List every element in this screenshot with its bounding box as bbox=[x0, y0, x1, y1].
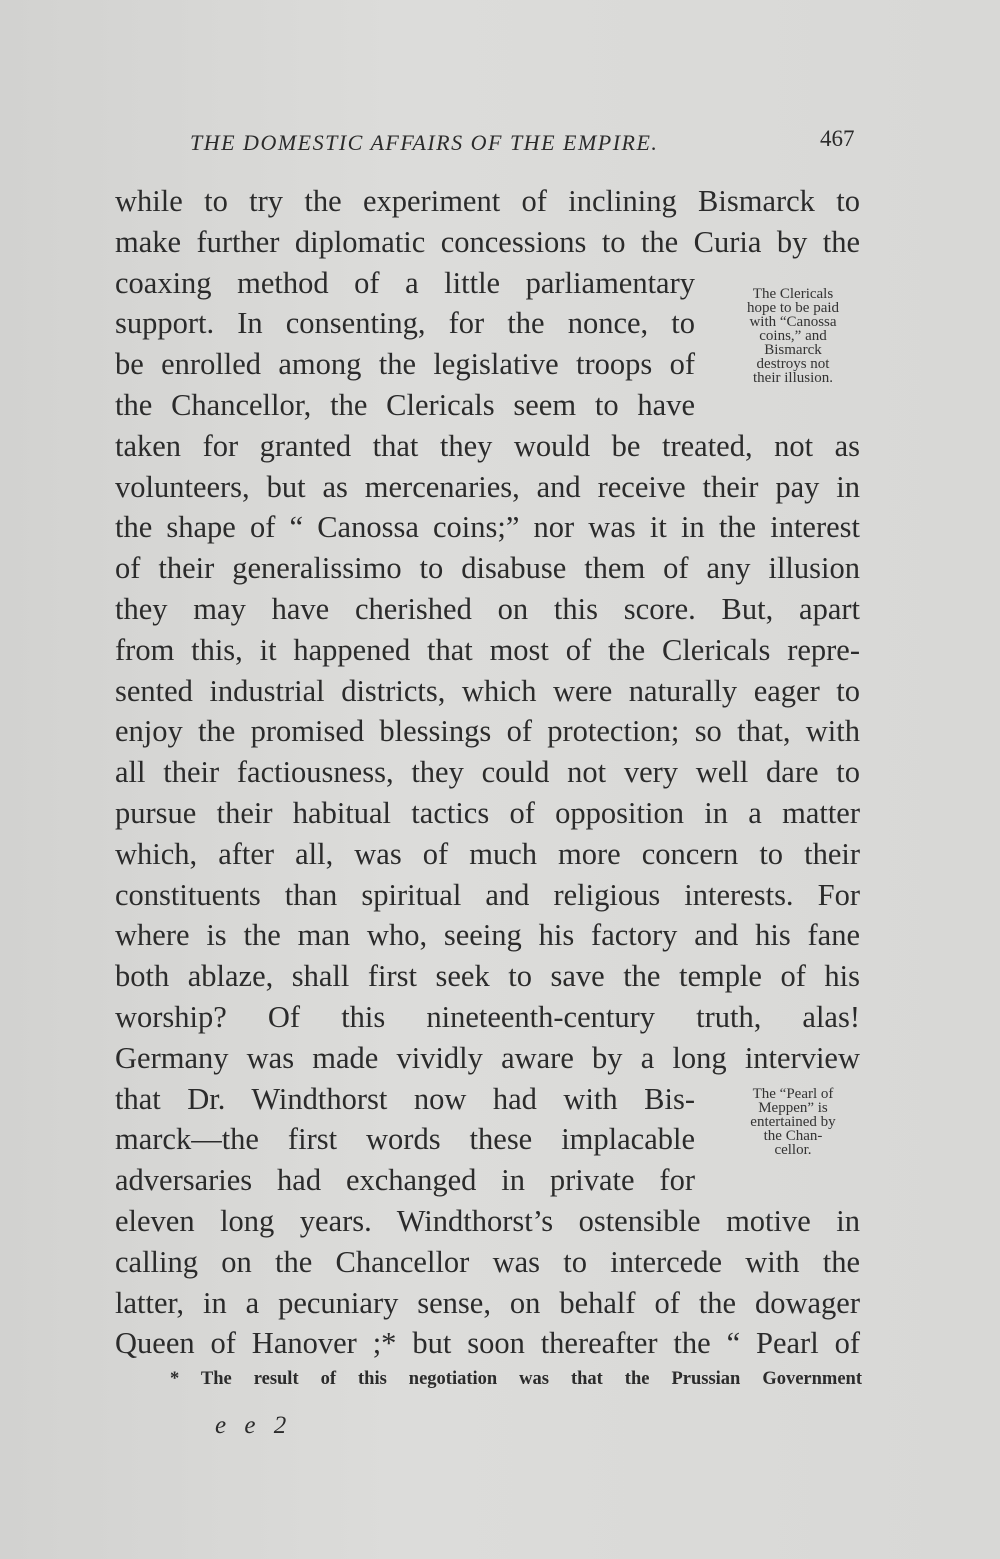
marginal-note-line: cellor. bbox=[774, 1142, 812, 1158]
text-line: sented industrial districts, which were naturally eager to bbox=[115, 673, 860, 708]
marginal-note-line: Bismarck bbox=[764, 342, 822, 358]
text-line: latter, in a pecuniary sense, on behalf of the dowager bbox=[115, 1285, 860, 1320]
page-number: 467 bbox=[820, 126, 855, 151]
marginal-note-line: The Clericals bbox=[752, 286, 834, 302]
text-line: enjoy the promised blessings of protection; so that, with bbox=[115, 714, 860, 749]
marginal-note-line: coins,” and bbox=[759, 328, 827, 344]
text-line: Queen of Hanover ;* but soon thereafter the “ Pearl of bbox=[115, 1326, 860, 1361]
text-line: adversaries had exchanged in private for bbox=[115, 1163, 695, 1198]
marginal-note-line: destroys not bbox=[756, 356, 830, 372]
text-line: both ablaze, shall first seek to save the temple of his bbox=[115, 959, 860, 994]
text-line: volunteers, but as mercenaries, and receive their pay in bbox=[115, 469, 860, 504]
text-line: the Chancellor, the Clericals seem to have bbox=[115, 388, 695, 422]
text-line: from this, it happened that most of the Clericals repre- bbox=[115, 632, 860, 667]
marginal-note-line: the Chan- bbox=[763, 1128, 823, 1144]
text-line: make further diplomatic concessions to the Curia by the bbox=[115, 224, 860, 259]
text-line: constituents than spiritual and religious interests. For bbox=[115, 877, 860, 912]
text-line: calling on the Chancellor was to intercede with the bbox=[115, 1244, 860, 1279]
text-line: of their generalissimo to disabuse them of any illusion bbox=[115, 551, 860, 586]
running-head: THE DOMESTIC AFFAIRS OF THE EMPIRE. bbox=[190, 130, 659, 155]
signature-mark: e e 2 bbox=[215, 1412, 293, 1439]
marginal-note bbox=[718, 1087, 868, 1157]
text-line: they may have cherished on this score. But, apart bbox=[115, 592, 860, 626]
marginal-note-line: Meppen” is bbox=[758, 1100, 828, 1116]
text-line: while to try the experiment of inclining Bismarck to bbox=[115, 184, 860, 218]
marginal-note-line: The “Pearl of bbox=[752, 1086, 834, 1102]
text-line: pursue their habitual tactics of opposition in a matter bbox=[115, 796, 860, 830]
text-line: that Dr. Windthorst now had with Bis- bbox=[115, 1081, 695, 1116]
text-line: worship? Of this nineteenth-century truth, alas! bbox=[115, 1000, 860, 1034]
text-line: taken for granted that they would be treated, not as bbox=[115, 428, 860, 463]
page-header bbox=[0, 126, 1000, 166]
text-line: the shape of “ Canossa coins;” nor was it in the interest bbox=[115, 510, 860, 545]
text-line: support. In consenting, for the nonce, to bbox=[115, 306, 695, 341]
text-line: all their factiousness, they could not very well dare to bbox=[115, 755, 860, 790]
text-line: marck—the first words these implacable bbox=[115, 1122, 695, 1157]
text-line: coaxing method of a little parliamentary bbox=[115, 265, 695, 300]
marginal-note bbox=[718, 287, 868, 385]
text-line: which, after all, was of much more concern to their bbox=[115, 836, 860, 871]
text-line: be enrolled among the legislative troops of bbox=[115, 347, 695, 382]
footnote: * The result of this negotiation was that the Prussian Government bbox=[170, 1369, 862, 1389]
marginal-note-line: with “Canossa bbox=[749, 314, 837, 330]
marginal-note-line: entertained by bbox=[750, 1114, 836, 1130]
text-line: eleven long years. Windthorst’s ostensible motive in bbox=[115, 1204, 860, 1238]
marginal-note-line: hope to be paid bbox=[746, 300, 840, 316]
marginal-note-line: their illusion. bbox=[753, 370, 833, 386]
text-line: where is the man who, seeing his factory and his fane bbox=[115, 918, 860, 953]
text-line: Germany was made vividly aware by a long interview bbox=[115, 1040, 860, 1075]
